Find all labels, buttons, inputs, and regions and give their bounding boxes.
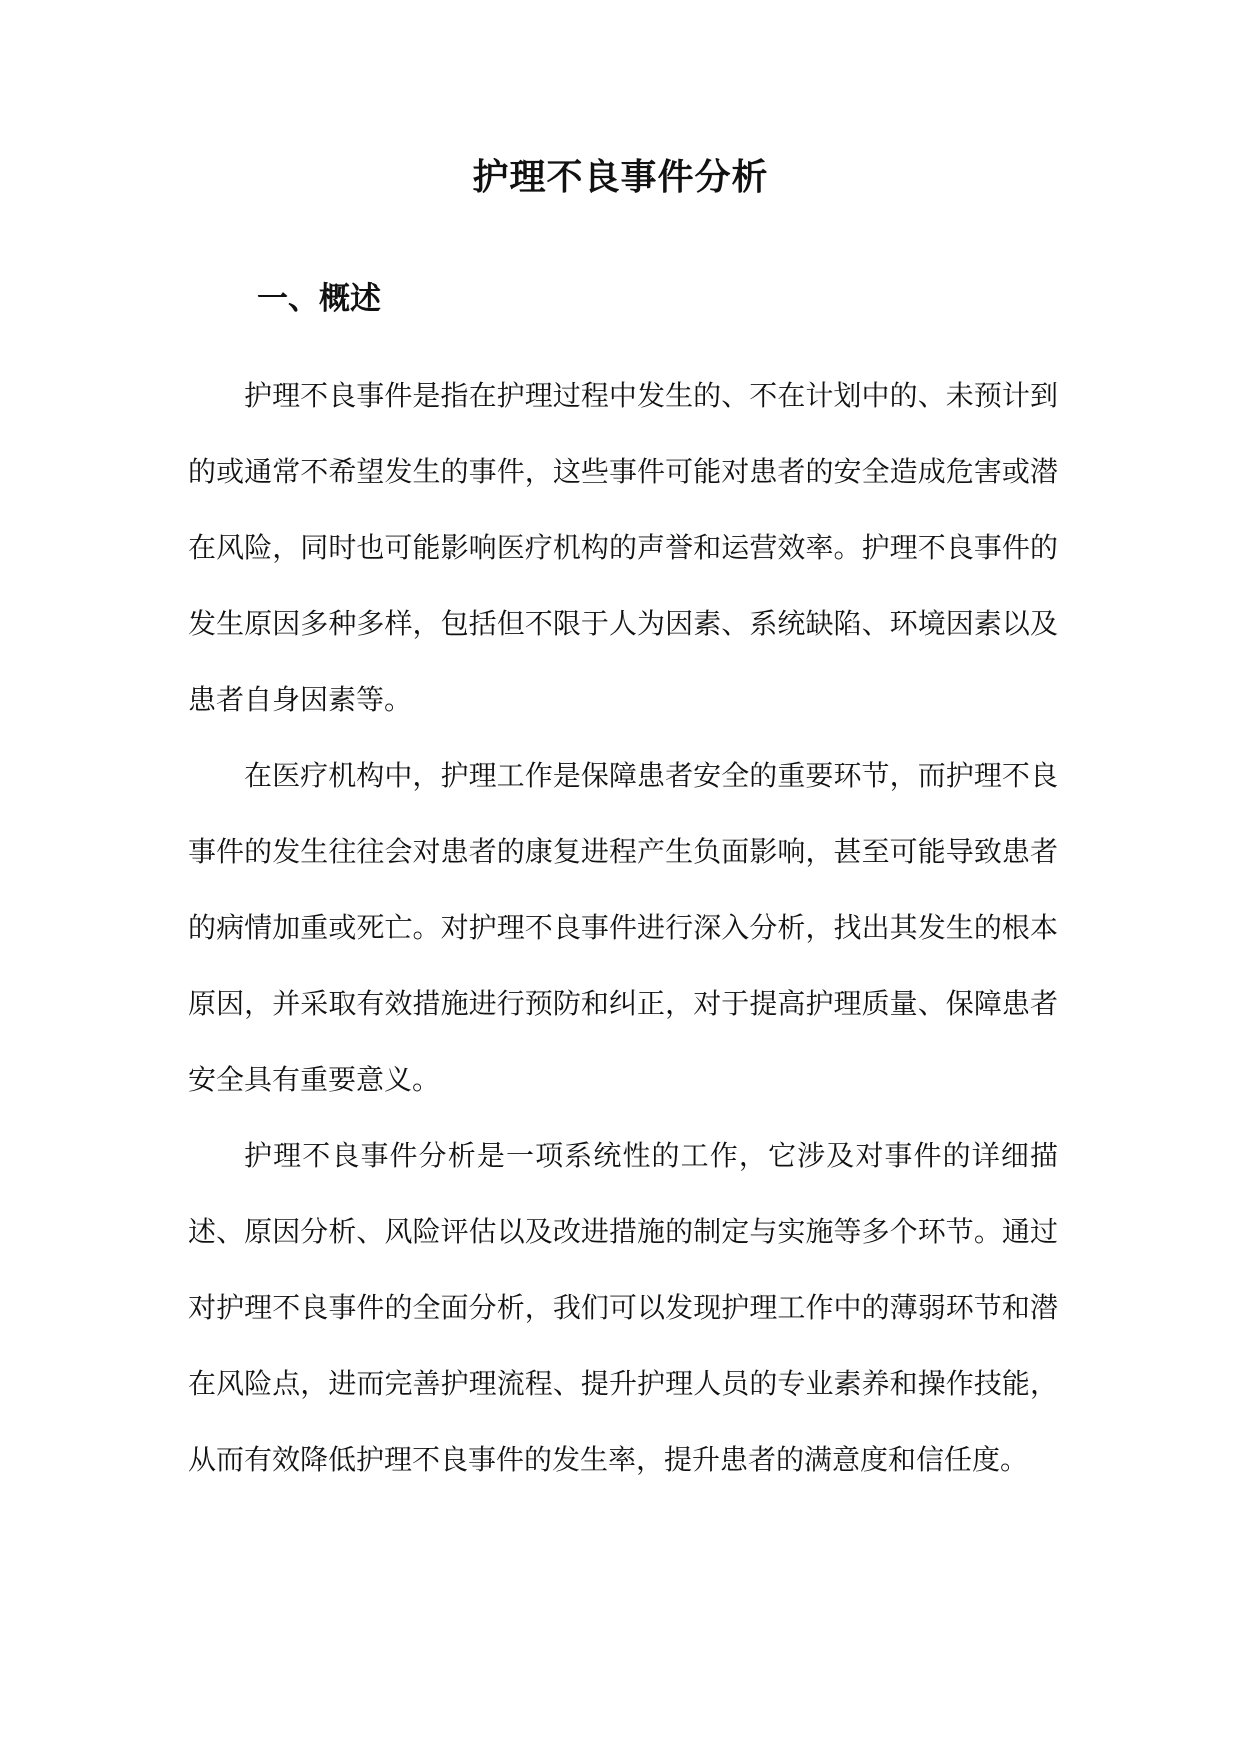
paragraph-2: 在医疗机构中，护理工作是保障患者安全的重要环节，而护理不良事件的发生往往会对患者的康复进程产生负面影响，甚至可能导致患者的病情加重或死亡。对护理不良事件进行深入分析，找出其发生的根本原因，并采取有效措施进行预防和纠正，对于提高护理质量、保障患者安全具有重要意义。 [188, 759, 1058, 1096]
section-heading-overview: 一、概述 [257, 281, 381, 317]
paragraph-3: 护理不良事件分析是一项系统性的工作，它涉及对事件的详细描述、原因分析、风险评估以及改进措施的制定与实施等多个环节。通过对护理不良事件的全面分析，我们可以发现护理工作中的薄弱环节和潜在风险点，进而完善护理流程、提升护理人员的专业素养和操作技能，从而有效降低护理不良事件的发生率，提升患者的满意度和信任度。 [188, 1139, 1058, 1476]
document-title: 护理不良事件分析 [472, 157, 769, 198]
paragraph-1: 护理不良事件是指在护理过程中发生的、不在计划中的、未预计到的或通常不希望发生的事件，这些事件可能对患者的安全造成危害或潜在风险，同时也可能影响医疗机构的声誉和运营效率。护理不良事件的发生原因多种多样，包括但不限于人为因素、系统缺陷、环境因素以及患者自身因素等。 [188, 379, 1058, 716]
section-body [188, 358, 1058, 1498]
